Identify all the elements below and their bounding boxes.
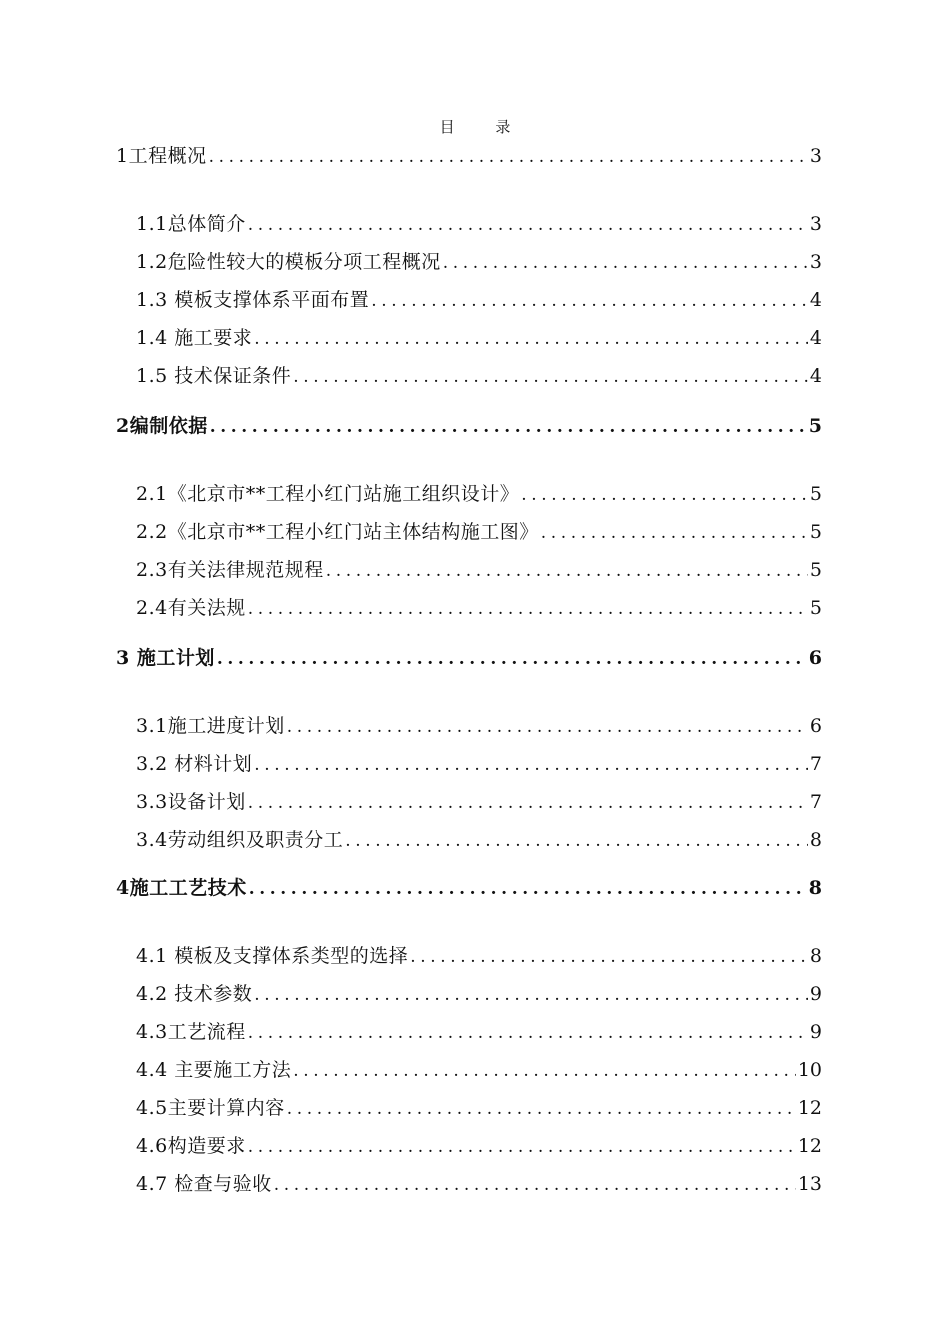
toc-page-number: 6 (808, 647, 822, 669)
toc-entry-label: 4.4 主要施工方法 (136, 1059, 292, 1081)
toc-entry[interactable] (136, 363, 822, 389)
toc-entry[interactable] (136, 211, 822, 237)
toc-entry[interactable] (116, 143, 822, 169)
toc-entry[interactable] (136, 557, 822, 583)
toc-leader-dots (274, 1172, 796, 1197)
toc-entry-label: 2.2《北京市**工程小红门站主体结构施工图》 (136, 521, 539, 543)
toc-entry-label: 4.1 模板及支撑体系类型的选择 (136, 945, 409, 967)
toc-entry[interactable] (136, 481, 822, 507)
toc-entry[interactable] (136, 751, 822, 777)
toc-leader-dots (217, 646, 807, 671)
toc-entry[interactable] (116, 875, 822, 901)
toc-leader-dots (248, 212, 808, 237)
toc-page-number: 3 (809, 145, 822, 167)
toc-entry-label: 4施工工艺技术 (116, 877, 247, 899)
toc-leader-dots (248, 790, 808, 815)
toc-entry-label: 4.6构造要求 (136, 1135, 246, 1157)
toc-entry[interactable] (136, 325, 822, 351)
toc-entry-label: 2编制依据 (116, 415, 208, 437)
toc-entry-label: 1.1总体简介 (136, 213, 246, 235)
toc-entry-label: 4.3工艺流程 (136, 1021, 246, 1043)
toc-entry-label: 3.1施工进度计划 (136, 715, 285, 737)
toc-entry-label: 2.4有关法规 (136, 597, 246, 619)
toc-entry-label: 1.3 模板支撑体系平面布置 (136, 289, 370, 311)
toc-page-number: 4 (809, 365, 822, 387)
toc-leader-dots (209, 144, 808, 169)
toc-entry-label: 3.4劳动组织及职责分工 (136, 829, 344, 851)
toc-page-number: 4 (809, 327, 822, 349)
toc-leader-dots (254, 982, 808, 1007)
toc-page-number: 9 (809, 983, 822, 1005)
toc-leader-dots (249, 876, 807, 901)
toc-entry-label: 1.5 技术保证条件 (136, 365, 292, 387)
toc-entry[interactable] (136, 827, 822, 853)
toc-leader-dots (371, 288, 808, 313)
toc-entry[interactable] (136, 1019, 822, 1045)
toc-entry-label: 3.2 材料计划 (136, 753, 253, 775)
toc-page-number: 12 (797, 1135, 822, 1157)
toc-entry[interactable] (136, 1171, 822, 1197)
toc-page-number: 3 (809, 213, 822, 235)
toc-page-number: 8 (809, 945, 822, 967)
toc-page-number: 4 (809, 289, 822, 311)
toc-entry-label: 4.7 检查与验收 (136, 1173, 272, 1195)
toc-entry[interactable] (136, 1057, 822, 1083)
toc-leader-dots (248, 1134, 796, 1159)
toc-entry-label: 2.1《北京市**工程小红门站施工组织设计》 (136, 483, 520, 505)
toc-leader-dots (287, 714, 808, 739)
toc-page-number: 5 (809, 559, 822, 581)
toc-leader-dots (254, 326, 808, 351)
toc-entry[interactable] (136, 943, 822, 969)
toc-entry[interactable] (136, 981, 822, 1007)
toc-page-number: 8 (809, 829, 822, 851)
toc-page-number: 6 (809, 715, 822, 737)
toc-page-number: 5 (809, 597, 822, 619)
toc-page-number: 10 (797, 1059, 822, 1081)
toc-leader-dots (293, 364, 808, 389)
toc-leader-dots (248, 596, 808, 621)
toc-entry-label: 4.5主要计算内容 (136, 1097, 285, 1119)
toc-page-number: 7 (809, 753, 822, 775)
toc-leader-dots (287, 1096, 796, 1121)
toc-entry[interactable] (136, 519, 822, 545)
toc-page-number: 12 (797, 1097, 822, 1119)
toc-leader-dots (326, 558, 808, 583)
toc-leader-dots (254, 752, 808, 777)
toc-leader-dots (345, 828, 808, 853)
toc-entry[interactable] (136, 595, 822, 621)
toc-page-number: 9 (809, 1021, 822, 1043)
toc-entry-label: 1工程概况 (116, 145, 207, 167)
toc-leader-dots (210, 414, 807, 439)
toc-entry[interactable] (136, 789, 822, 815)
toc-leader-dots (293, 1058, 796, 1083)
toc-page-number: 13 (797, 1173, 822, 1195)
toc-page-number: 5 (809, 521, 822, 543)
toc-leader-dots (248, 1020, 808, 1045)
toc-entry[interactable] (116, 645, 822, 671)
toc-leader-dots (443, 250, 808, 275)
toc-entry[interactable] (136, 249, 822, 275)
toc-entry[interactable] (136, 287, 822, 313)
toc-entry-label: 3.3设备计划 (136, 791, 246, 813)
toc-leader-dots (541, 520, 808, 545)
toc-leader-dots (521, 482, 808, 507)
toc-page-number: 8 (808, 877, 822, 899)
toc-page-number: 5 (808, 415, 822, 437)
toc-entry[interactable] (116, 413, 822, 439)
toc-title: 目 录 (439, 118, 529, 136)
toc-page-number: 7 (809, 791, 822, 813)
toc-leader-dots (410, 944, 808, 969)
toc-entry-label: 2.3有关法律规范规程 (136, 559, 324, 581)
toc-entry-label: 1.2危险性较大的模板分项工程概况 (136, 251, 441, 273)
toc-page-number: 3 (809, 251, 822, 273)
toc-entry-label: 4.2 技术参数 (136, 983, 253, 1005)
toc-entry-label: 3 施工计划 (116, 647, 215, 669)
toc-entry-label: 1.4 施工要求 (136, 327, 253, 349)
toc-entry[interactable] (136, 1133, 822, 1159)
toc-entry[interactable] (136, 1095, 822, 1121)
toc-page-number: 5 (809, 483, 822, 505)
toc-entry[interactable] (136, 713, 822, 739)
